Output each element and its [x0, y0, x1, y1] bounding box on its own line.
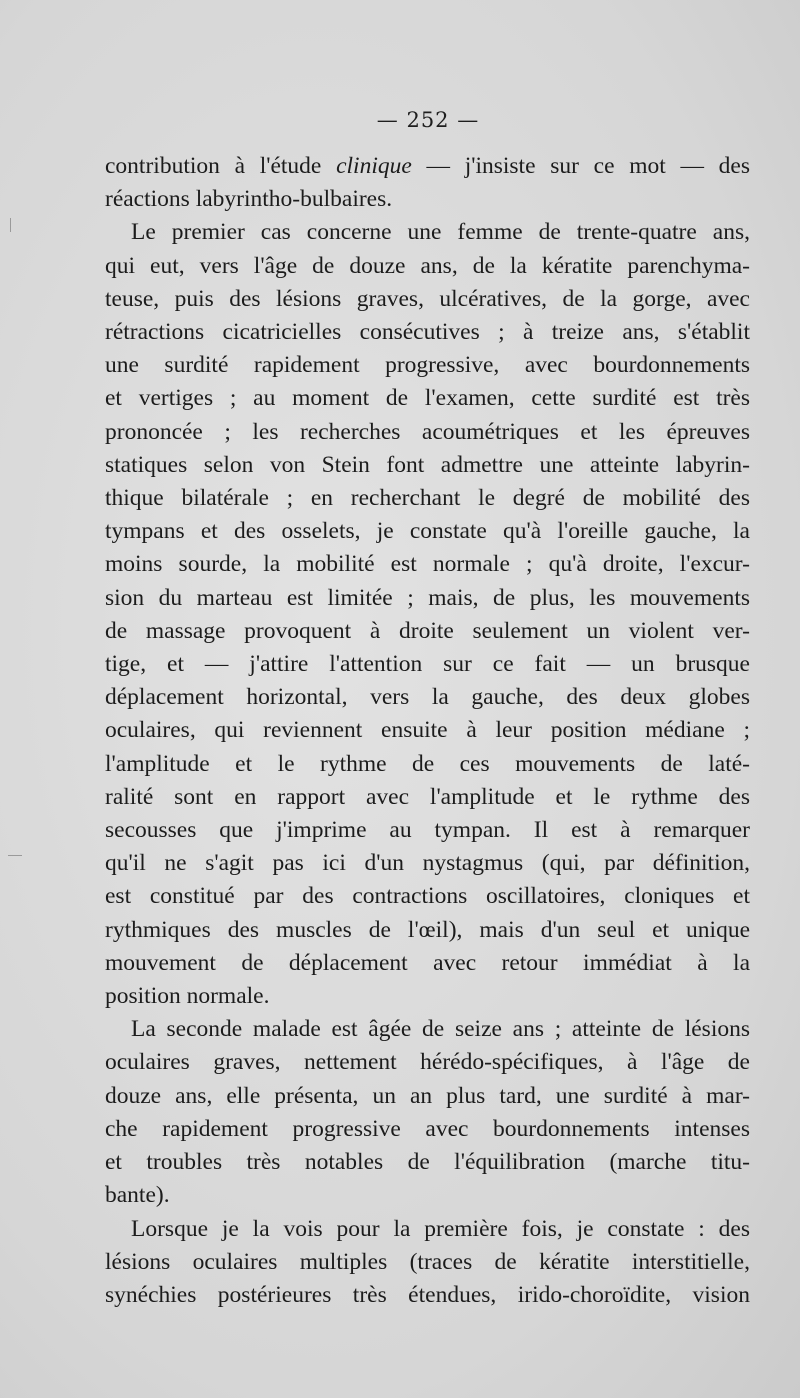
- text-line: une surdité rapidement progressive, avec bourdonnements: [105, 352, 750, 379]
- paragraph-2: [105, 216, 750, 1013]
- text-line: l'amplitude et le rythme de ces mouvements de laté-: [105, 750, 750, 777]
- paper-mark: [8, 855, 22, 862]
- text-line: réactions labyrintho-bulbaires.: [105, 186, 393, 213]
- page-number: — 252 —: [376, 108, 480, 132]
- text-line: position normale.: [105, 983, 270, 1010]
- paragraph-3: [105, 1013, 750, 1212]
- paper-mark: [10, 218, 17, 232]
- text-line: qu'il ne s'agit pas ici d'un nystagmus (qui, par définition,: [105, 850, 750, 877]
- text-line: sion du marteau est limitée ; mais, de plus, les mouvements: [105, 584, 750, 611]
- text-line: Lorsque je la vois pour la première fois, je constate : des: [131, 1215, 750, 1242]
- text-segment: contribution à l'étude: [105, 153, 337, 179]
- text-line: oculaires graves, nettement hérédo-spécifiques, à l'âge de: [105, 1049, 750, 1076]
- text-line: ralité sont en rapport avec l'amplitude et le rythme des: [105, 783, 750, 810]
- text-line: [105, 150, 750, 183]
- text-line: et troubles très notables de l'équilibration (marche titu-: [105, 1149, 750, 1176]
- text-line: synéchies postérieures très étendues, irido-choroïdite, vision: [105, 1281, 750, 1308]
- text-line: oculaires, qui reviennent ensuite à leur position médiane ;: [105, 717, 750, 744]
- paragraph-1: [105, 150, 750, 216]
- text-line: Le premier cas concerne une femme de trente-quatre ans,: [131, 219, 750, 246]
- text-line: lésions oculaires multiples (traces de kératite interstitielle,: [105, 1248, 750, 1275]
- body-text: [105, 150, 750, 1312]
- text-line: teuse, puis des lésions graves, ulcératives, de la gorge, avec: [105, 285, 750, 312]
- text-line: rythmiques des muscles de l'œil), mais d'un seul et unique: [105, 916, 750, 943]
- emphasis-word: clinique: [336, 153, 412, 179]
- text-line: La seconde malade est âgée de seize ans ; atteinte de lésions: [131, 1016, 750, 1043]
- text-line: statiques selon von Stein font admettre une atteinte labyrin-: [105, 451, 750, 478]
- text-line: est constitué par des contractions oscillatoires, cloniques et: [105, 883, 750, 910]
- text-line: douze ans, elle présenta, un an plus tard, une surdité à mar-: [105, 1082, 750, 1109]
- text-line: tympans et des osselets, je constate qu'à l'oreille gauche, la: [105, 518, 750, 545]
- text-line: tige, et — j'attire l'attention sur ce fait — un brusque: [105, 651, 750, 678]
- text-line: et vertiges ; au moment de l'examen, cette surdité est très: [105, 385, 750, 412]
- text-line: prononcée ; les recherches acoumétriques et les épreuves: [105, 418, 750, 445]
- text-line: rétractions cicatricielles consécutives ; à treize ans, s'établit: [105, 319, 750, 346]
- text-line: thique bilatérale ; en recherchant le degré de mobilité des: [105, 485, 750, 512]
- text-line: mouvement de déplacement avec retour immédiat à la: [105, 949, 750, 976]
- text-line: qui eut, vers l'âge de douze ans, de la kératite parenchyma-: [105, 252, 750, 279]
- text-line: che rapidement progressive avec bourdonnements intenses: [105, 1115, 750, 1142]
- text-line: secousses que j'imprime au tympan. Il est à remarquer: [105, 817, 750, 844]
- text-line: déplacement horizontal, vers la gauche, des deux globes: [105, 684, 750, 711]
- text-segment: — j'insiste sur ce mot — des: [411, 153, 750, 179]
- text-line: bante).: [105, 1182, 170, 1209]
- paragraph-4: [105, 1213, 750, 1313]
- text-line: de massage provoquent à droite seulement un violent ver-: [105, 617, 750, 644]
- text-line: moins sourde, la mobilité est normale ; qu'à droite, l'excur-: [105, 551, 750, 578]
